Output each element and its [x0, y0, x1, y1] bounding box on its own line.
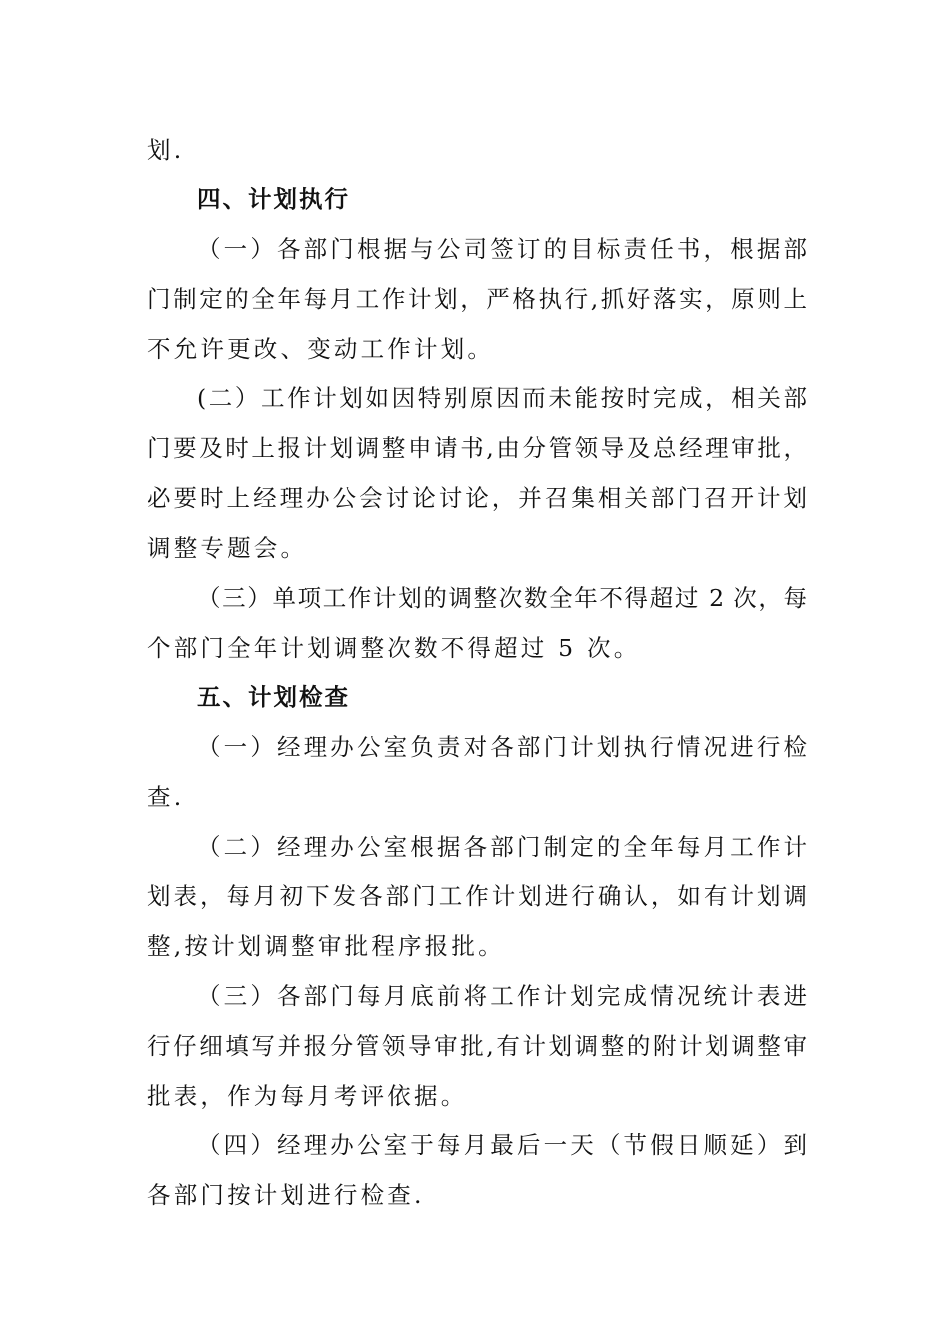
paragraph-line: （一）经理办公室负责对各部门计划执行情况进行检 [197, 733, 807, 761]
paragraph-line: （二）经理办公室根据各部门制定的全年每月工作计 [197, 833, 807, 861]
paragraph-line: 各部门按计划进行检查. [147, 1181, 425, 1209]
paragraph-line: 必要时上经理办公会讨论讨论，并召集相关部门召开计划 [147, 484, 807, 512]
paragraph-line: 行仔细填写并报分管领导审批,有计划调整的附计划调整审 [147, 1032, 807, 1060]
paragraph-line: (二）工作计划如因特别原因而未能按时完成，相关部 [197, 384, 807, 412]
paragraph-line: 不允许更改、变动工作计划。 [147, 335, 495, 363]
paragraph-line: 查. [147, 783, 185, 811]
paragraph-line: 个部门全年计划调整次数不得超过 5 次。 [147, 634, 641, 662]
paragraph-line: 划表，每月初下发各部门工作计划进行确认，如有计划调 [147, 882, 807, 910]
paragraph-line: 整,按计划调整审批程序报批。 [147, 932, 505, 960]
paragraph-line: （一）各部门根据与公司签订的目标责任书，根据部 [197, 235, 807, 263]
paragraph-line: 批表，作为每月考评依据。 [147, 1082, 468, 1110]
paragraph-line: （三）各部门每月底前将工作计划完成情况统计表进 [197, 982, 807, 1010]
paragraph-line: 门制定的全年每月工作计划，严格执行,抓好落实，原则上 [147, 285, 807, 313]
paragraph-line: （三）单项工作计划的调整次数全年不得超过 2 次，每 [197, 584, 807, 612]
section-heading-plan-execution: 四、计划执行 [197, 185, 350, 213]
paragraph-line: 门要及时上报计划调整申请书,由分管领导及总经理审批， [147, 434, 807, 462]
paragraph-line: （四）经理办公室于每月最后一天（节假日顺延）到 [197, 1131, 807, 1159]
continuation-line: 划. [147, 136, 185, 164]
paragraph-line: 调整专题会。 [147, 534, 308, 562]
section-heading-plan-inspection: 五、计划检查 [197, 683, 350, 711]
